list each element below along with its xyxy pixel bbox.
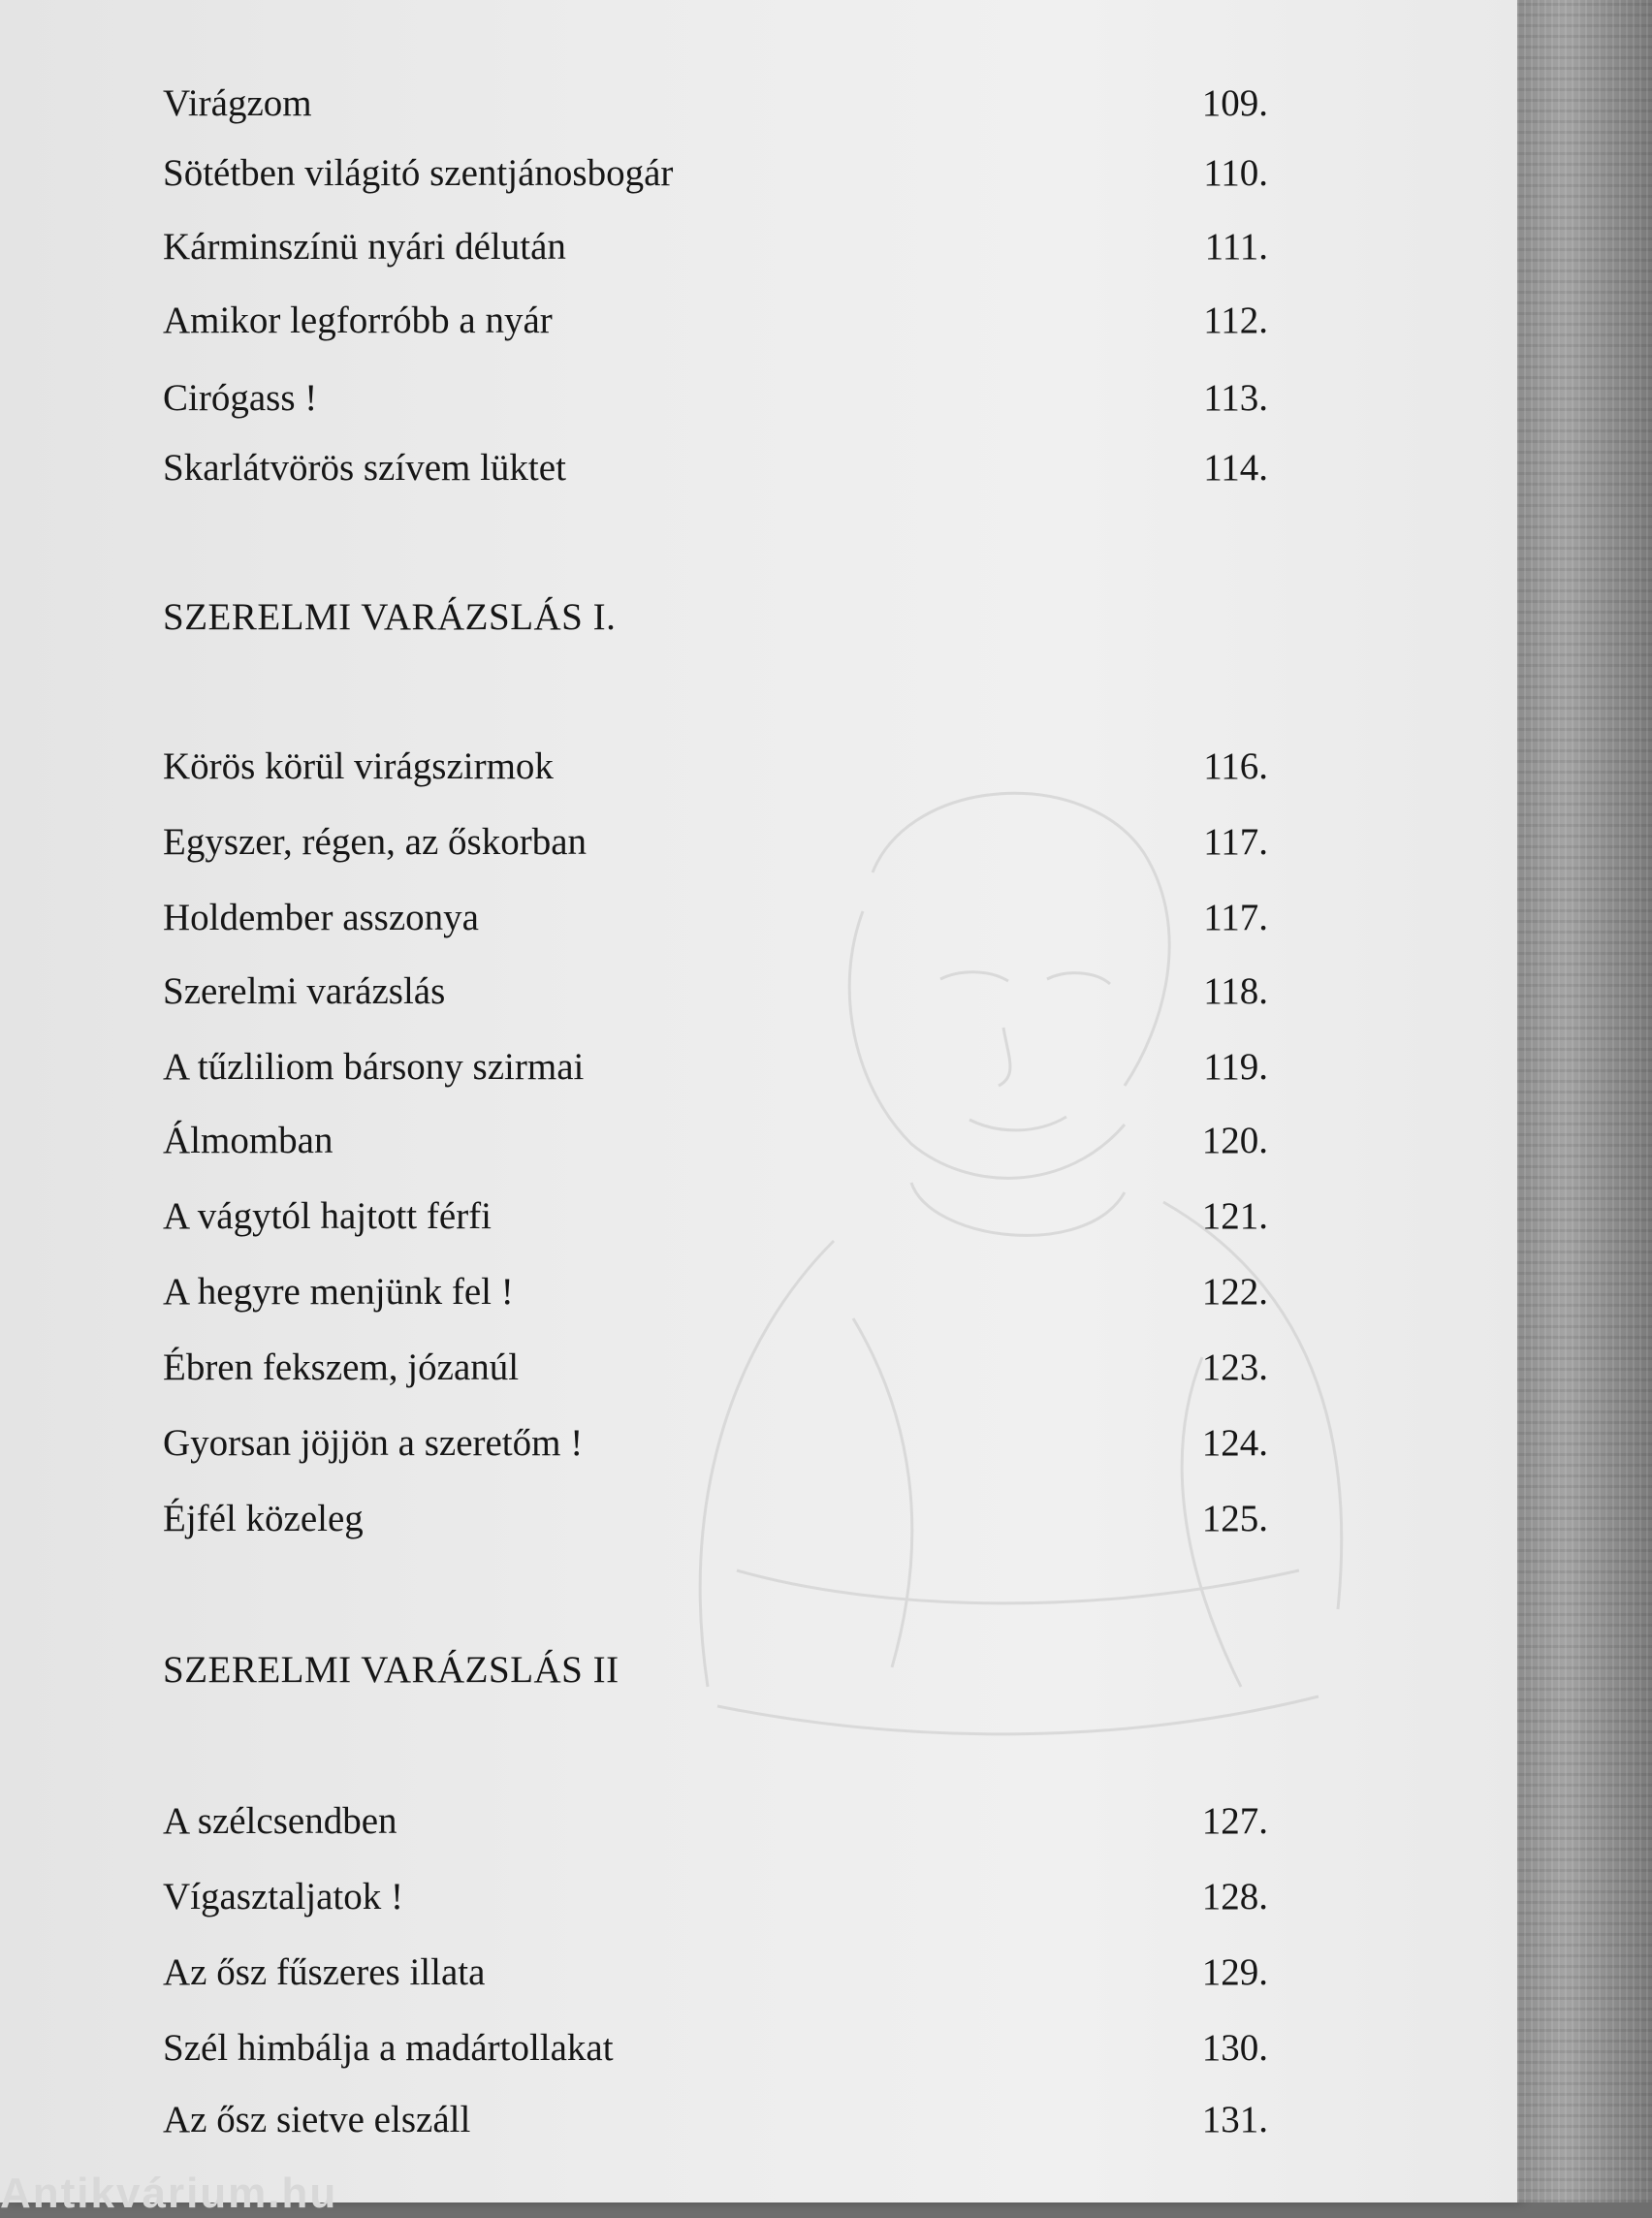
toc-entry <box>163 1119 1268 1167</box>
section-heading: SZERELMI VARÁZSLÁS I. <box>163 596 617 638</box>
entry-title: Kárminszínü nyári délután <box>163 226 566 268</box>
toc-entry <box>163 745 1268 793</box>
entry-title: A hegyre menjünk fel ! <box>163 1271 514 1313</box>
entry-page-number: 117. <box>1203 897 1268 938</box>
toc-entry <box>163 1497 1268 1545</box>
toc-entry <box>163 896 1268 944</box>
entry-page-number: 117. <box>1203 821 1268 863</box>
toc-entry <box>163 1421 1268 1470</box>
entry-page-number: 130. <box>1201 2027 1268 2069</box>
toc-entry <box>163 81 1268 130</box>
entry-title: Sötétben világitó szentjánosbogár <box>163 152 674 194</box>
toc-entry <box>163 2026 1268 2075</box>
entry-page-number: 127. <box>1201 1800 1268 1842</box>
entry-title: Az ősz sietve elszáll <box>163 2099 471 2140</box>
toc-entry <box>163 376 1268 425</box>
toc-entry <box>163 1194 1268 1243</box>
toc-entry <box>163 299 1268 347</box>
entry-page-number: 120. <box>1201 1120 1268 1161</box>
entry-page-number: 121. <box>1201 1195 1268 1237</box>
entry-title: Álmomban <box>163 1120 334 1161</box>
toc-entry <box>163 151 1268 200</box>
entry-title: Skarlátvörös szívem lüktet <box>163 447 566 489</box>
entry-title: Virágzom <box>163 82 312 124</box>
toc-entry <box>163 969 1268 1018</box>
entry-page-number: 113. <box>1203 377 1268 419</box>
entry-title: Gyorsan jöjjön a szeretőm ! <box>163 1422 584 1464</box>
entry-page-number: 118. <box>1203 970 1268 1012</box>
toc-entry <box>163 1346 1268 1394</box>
entry-title: Amikor legforróbb a nyár <box>163 300 553 341</box>
entry-title: Szerelmi varázslás <box>163 970 446 1012</box>
entry-title: Cirógass ! <box>163 377 318 419</box>
entry-title: Éjfél közeleg <box>163 1498 364 1539</box>
faint-portrait-sketch <box>620 737 1415 1764</box>
page-edge-stack <box>1517 0 1652 2202</box>
entry-title: Körös körül virágszirmok <box>163 745 554 787</box>
entry-page-number: 123. <box>1201 1347 1268 1388</box>
entry-title: A tűzliliom bársony szirmai <box>163 1046 585 1088</box>
entry-page-number: 111. <box>1204 226 1268 268</box>
toc-entry <box>163 1875 1268 1923</box>
entry-page-number: 110. <box>1203 152 1268 194</box>
entry-page-number: 119. <box>1203 1046 1268 1088</box>
entry-page-number: 122. <box>1201 1271 1268 1313</box>
toc-entry <box>163 446 1268 494</box>
entry-page-number: 109. <box>1201 82 1268 124</box>
toc-entry <box>163 1799 1268 1848</box>
entry-title: A szélcsendben <box>163 1800 397 1842</box>
entry-page-number: 112. <box>1203 300 1268 341</box>
entry-page-number: 128. <box>1201 1876 1268 1917</box>
section-heading: SZERELMI VARÁZSLÁS II <box>163 1649 620 1691</box>
entry-title: Egyszer, régen, az őskorban <box>163 821 587 863</box>
entry-page-number: 125. <box>1201 1498 1268 1539</box>
toc-entry <box>163 1045 1268 1093</box>
entry-page-number: 131. <box>1201 2099 1268 2140</box>
entry-title: Ébren fekszem, józanúl <box>163 1347 520 1388</box>
entry-title: Holdember asszonya <box>163 897 479 938</box>
entry-page-number: 129. <box>1201 1951 1268 1993</box>
toc-entry <box>163 1950 1268 1999</box>
entry-title: Az ősz fűszeres illata <box>163 1951 486 1993</box>
entry-title: Vígasztaljatok ! <box>163 1876 403 1917</box>
entry-title: Szél himbálja a madártollakat <box>163 2027 614 2069</box>
entry-page-number: 124. <box>1201 1422 1268 1464</box>
toc-entry <box>163 2098 1268 2146</box>
entry-title: A vágytól hajtott férfi <box>163 1195 492 1237</box>
toc-entry <box>163 225 1268 273</box>
entry-page-number: 116. <box>1203 745 1268 787</box>
toc-entry <box>163 1270 1268 1318</box>
watermark: Antikvárium.hu <box>0 2170 338 2217</box>
toc-entry <box>163 820 1268 869</box>
entry-page-number: 114. <box>1203 447 1268 489</box>
